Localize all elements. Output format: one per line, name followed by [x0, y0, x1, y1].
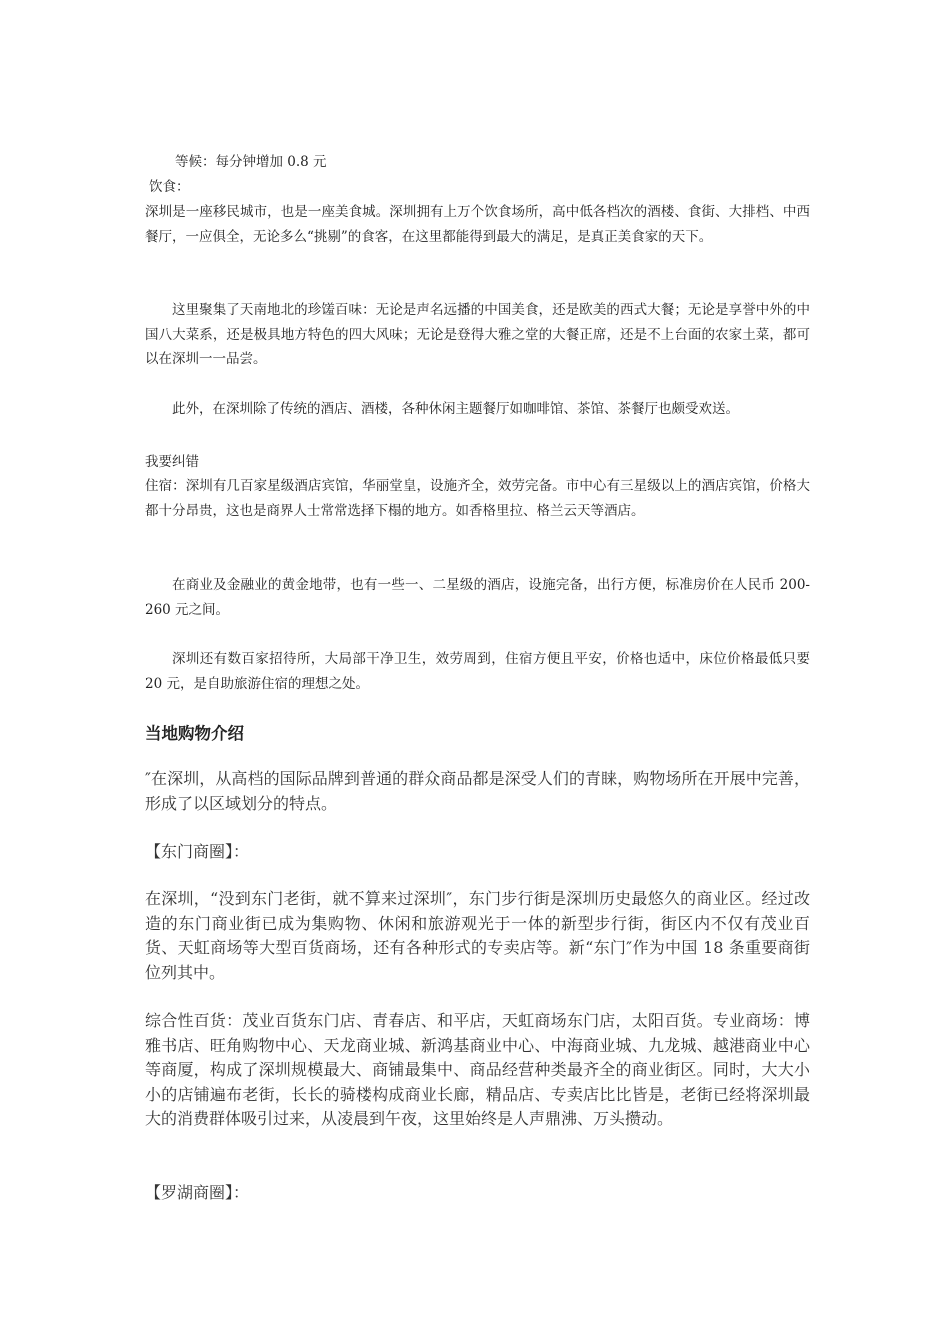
dongmen-paragraph-2: 综合性百货：茂业百货东门店、青春店、和平店，天虹商场东门店，太阳百货。专业商场：博雅书店、旺角购物中心、天龙商业城、新鸿基商业中心、中海商业城、九龙城、越港商业中心等商厦，构成了深圳规模最大、商铺最集中、商品经营种类最齐全的商业街区。同时，大大小小的店铺遍布老街，长长的骑楼构成商业长廊，精品店、专卖店比比皆是，老街已经将深圳最大的消费群体吸引过来，从凌晨到午夜，这里始终是人声鼎沸、万头攒动。 [145, 1011, 810, 1128]
shopping-intro: ″在深圳，从高档的国际品牌到普通的群众商品都是深受人们的青睐，购物场所在开展中完善，形成了以区域划分的特点。 [145, 769, 810, 813]
shopping-heading: 当地购物介绍 [145, 724, 244, 743]
dongmen-title: 【东门商圈】： [145, 842, 250, 861]
waiting-fare-line: 等候：每分钟增加 0.8 元 [175, 154, 327, 170]
lodging-paragraph-1: 住宿：深圳有几百家星级酒店宾馆，华丽堂皇，设施齐全，效劳完备。市中心有三星级以上的酒店宾馆，价格大都十分昂贵，这也是商界人士常常选择下榻的地方。如香格里拉、格兰云天等酒店。 [145, 478, 810, 519]
luohu-title: 【罗湖商圈】： [145, 1183, 250, 1202]
dining-paragraph-3: 此外，在深圳除了传统的酒店、酒楼，各种休闲主题餐厅如咖啡馆、茶馆、茶餐厅也颇受欢送。 [172, 401, 739, 417]
dining-label: 饮食： [149, 179, 190, 195]
lodging-paragraph-2: 在商业及金融业的黄金地带，也有一些一、二星级的酒店，设施完备，出行方便，标准房价在人民币 200-260 元之间。 [145, 577, 810, 618]
report-error-link[interactable]: 我要纠错 [145, 454, 199, 470]
dining-paragraph-2: 这里聚集了天南地北的珍馐百味：无论是声名远播的中国美食，还是欧美的西式大餐；无论是享誉中外的中国八大菜系，还是极具地方特色的四大风味；无论是登得大雅之堂的大餐正席，还是不上台面的农家土菜，都可以在深圳一一品尝。 [145, 302, 810, 367]
lodging-paragraph-3: 深圳还有数百家招待所，大局部干净卫生，效劳周到，住宿方便且平安，价格也适中，床位价格最低只要 20 元，是自助旅游住宿的理想之处。 [145, 651, 810, 692]
dining-paragraph-1: 深圳是一座移民城市，也是一座美食城。深圳拥有上万个饮食场所，高中低各档次的酒楼、食街、大排档、中西餐厅，一应俱全，无论多么“挑剔”的食客，在这里都能得到最大的满足，是真正美食家的天下。 [145, 204, 810, 245]
dongmen-paragraph-1: 在深圳，“没到东门老街，就不算来过深圳″，东门步行街是深圳历史最悠久的商业区。经过改造的东门商业街已成为集购物、休闲和旅游观光于一体的新型步行街，街区内不仅有茂业百货、天虹商场等大型百货商场，还有各种形式的专卖店等。新“东门″作为中国 18 条重要商街位列其中。 [145, 889, 810, 982]
